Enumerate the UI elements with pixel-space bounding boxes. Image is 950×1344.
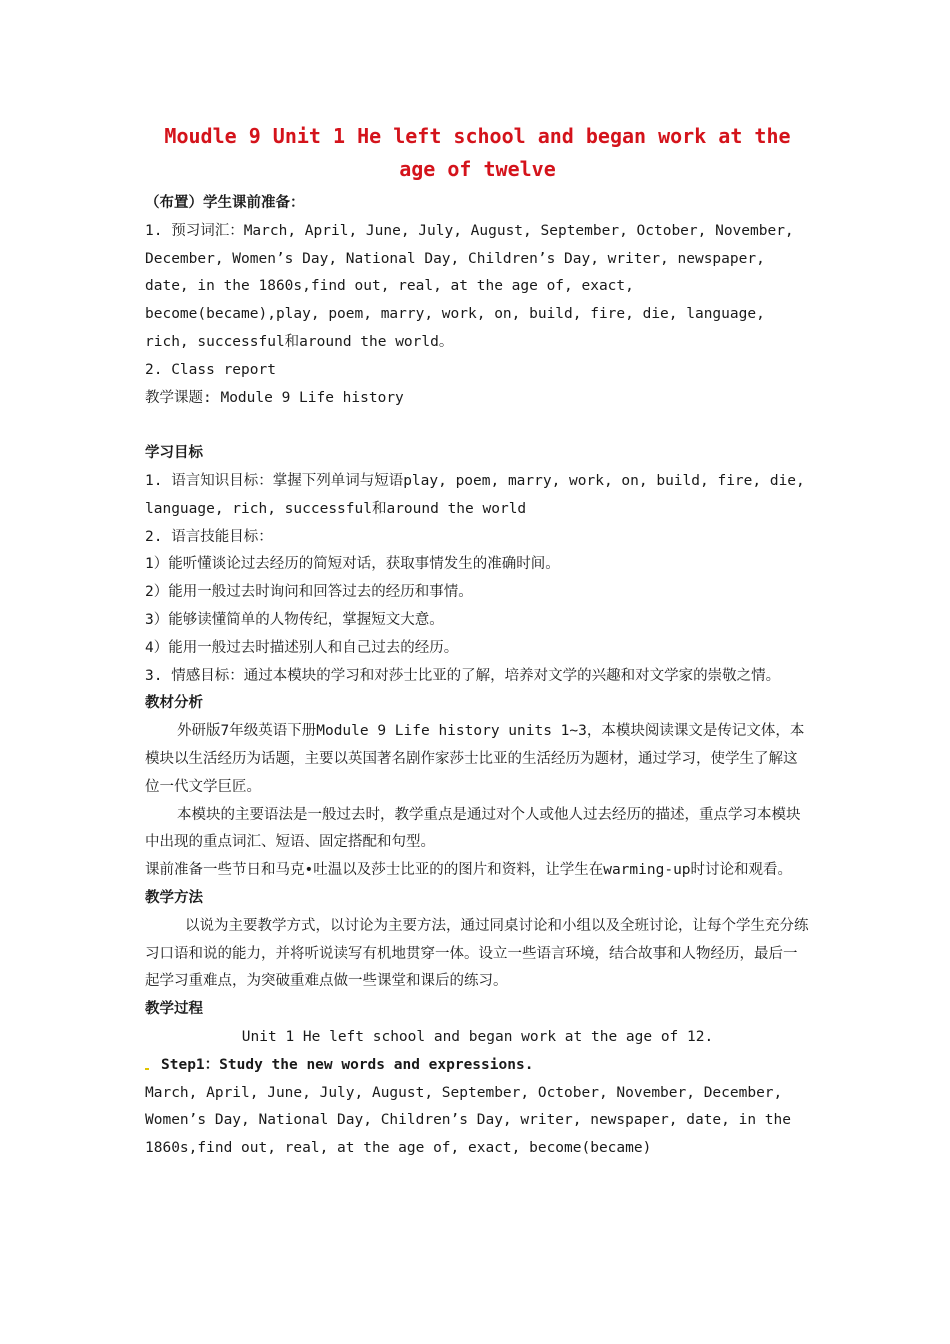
goal-skill-3: 3）能够读懂简单的人物传纪，掌握短文大意。 bbox=[145, 611, 444, 628]
goal-knowledge: 1. 语言知识目标：掌握下列单词与短语play, poem, marry, work, on, build, fire, die, language, rich, successful和around the world bbox=[145, 472, 805, 517]
method-heading: 教学方法 bbox=[145, 889, 203, 906]
step-1-heading bbox=[145, 1052, 810, 1080]
prep-item-1: 1. 预习词汇：March, April, June, July, August, September, October, November, December, Women’s Day, National Day, Children’s Day, writer, newspaper, date, in the 1860s,find out, real, at the age of, exact, become(became),play, poem, marry, work, on, build, fire, die, language, rich, successful和around the world。 bbox=[145, 222, 794, 350]
prep-heading: （布置）学生课前准备： bbox=[145, 195, 305, 211]
unit-title: Unit 1 He left school and began work at the age of 12. bbox=[241, 1028, 714, 1045]
goals-heading: 学习目标 bbox=[145, 445, 203, 462]
lesson-topic: 教学课题: Module 9 Life history bbox=[145, 389, 404, 406]
analysis-paragraph-1: 外研版7年级英语下册Module 9 Life history units 1~3，本模块阅读课文是传记文体，本模块以生活经历为话题，主要以英国著名剧作家莎士比亚的生活经历为题材，通过学习，使学生了解这位一代文学巨匠。 bbox=[145, 723, 805, 795]
goal-emotion: 3. 情感目标：通过本模块的学习和对莎士比亚的了解，培养对文学的兴趣和对文学家的崇敬之情。 bbox=[145, 667, 781, 684]
analysis-heading: 教材分析 bbox=[145, 695, 203, 712]
goal-skill-2: 2）能用一般过去时询问和回答过去的经历和事情。 bbox=[145, 584, 473, 601]
goal-skill-1: 1）能听懂谈论过去经历的简短对话，获取事情发生的准确时间。 bbox=[145, 556, 560, 573]
goal-skill-4: 4）能用一般过去时描述别人和自己过去的经历。 bbox=[145, 639, 459, 656]
analysis-paragraph-3: 课前准备一些节日和马克•吐温以及莎士比亚的的图片和资料，让学生在warming-up时讨论和观看。 bbox=[145, 862, 793, 879]
analysis-paragraph-2: 本模块的主要语法是一般过去时，教学重点是通过对个人或他人过去经历的描述，重点学习本模块中出现的重点词汇、短语、固定搭配和句型。 bbox=[145, 806, 801, 851]
prep-item-2: 2. Class report bbox=[145, 361, 276, 378]
document-page bbox=[145, 120, 810, 1163]
process-heading: 教学过程 bbox=[145, 1001, 203, 1018]
method-paragraph: 以说为主要教学方式，以讨论为主要方法，通过同桌讨论和小组以及全班讨论，让每个学生充分练习口语和说的能力，并将听说读写有机地贯穿一体。设立一些语言环境，结合故事和人物经历，最后一起学习重难点，为突破重难点做一些课堂和课后的练习。 bbox=[145, 917, 809, 990]
vocabulary-list: March, April, June, July, August, September, October, November, December, Women’s Day, National Day, Children’s Day, writer, newspaper, date, in the 1860s,find out, real, at the age of, exact, become(became) bbox=[145, 1084, 792, 1157]
goal-skills: 2. 语言技能目标： bbox=[145, 528, 273, 545]
bullet-mark-icon bbox=[145, 1068, 149, 1070]
step-1-label: Step1：Study the new words and expressions. bbox=[161, 1056, 534, 1073]
spacer bbox=[145, 412, 810, 440]
page-title: Moudle 9 Unit 1 He left school and began work at the age of twelve bbox=[164, 124, 791, 181]
